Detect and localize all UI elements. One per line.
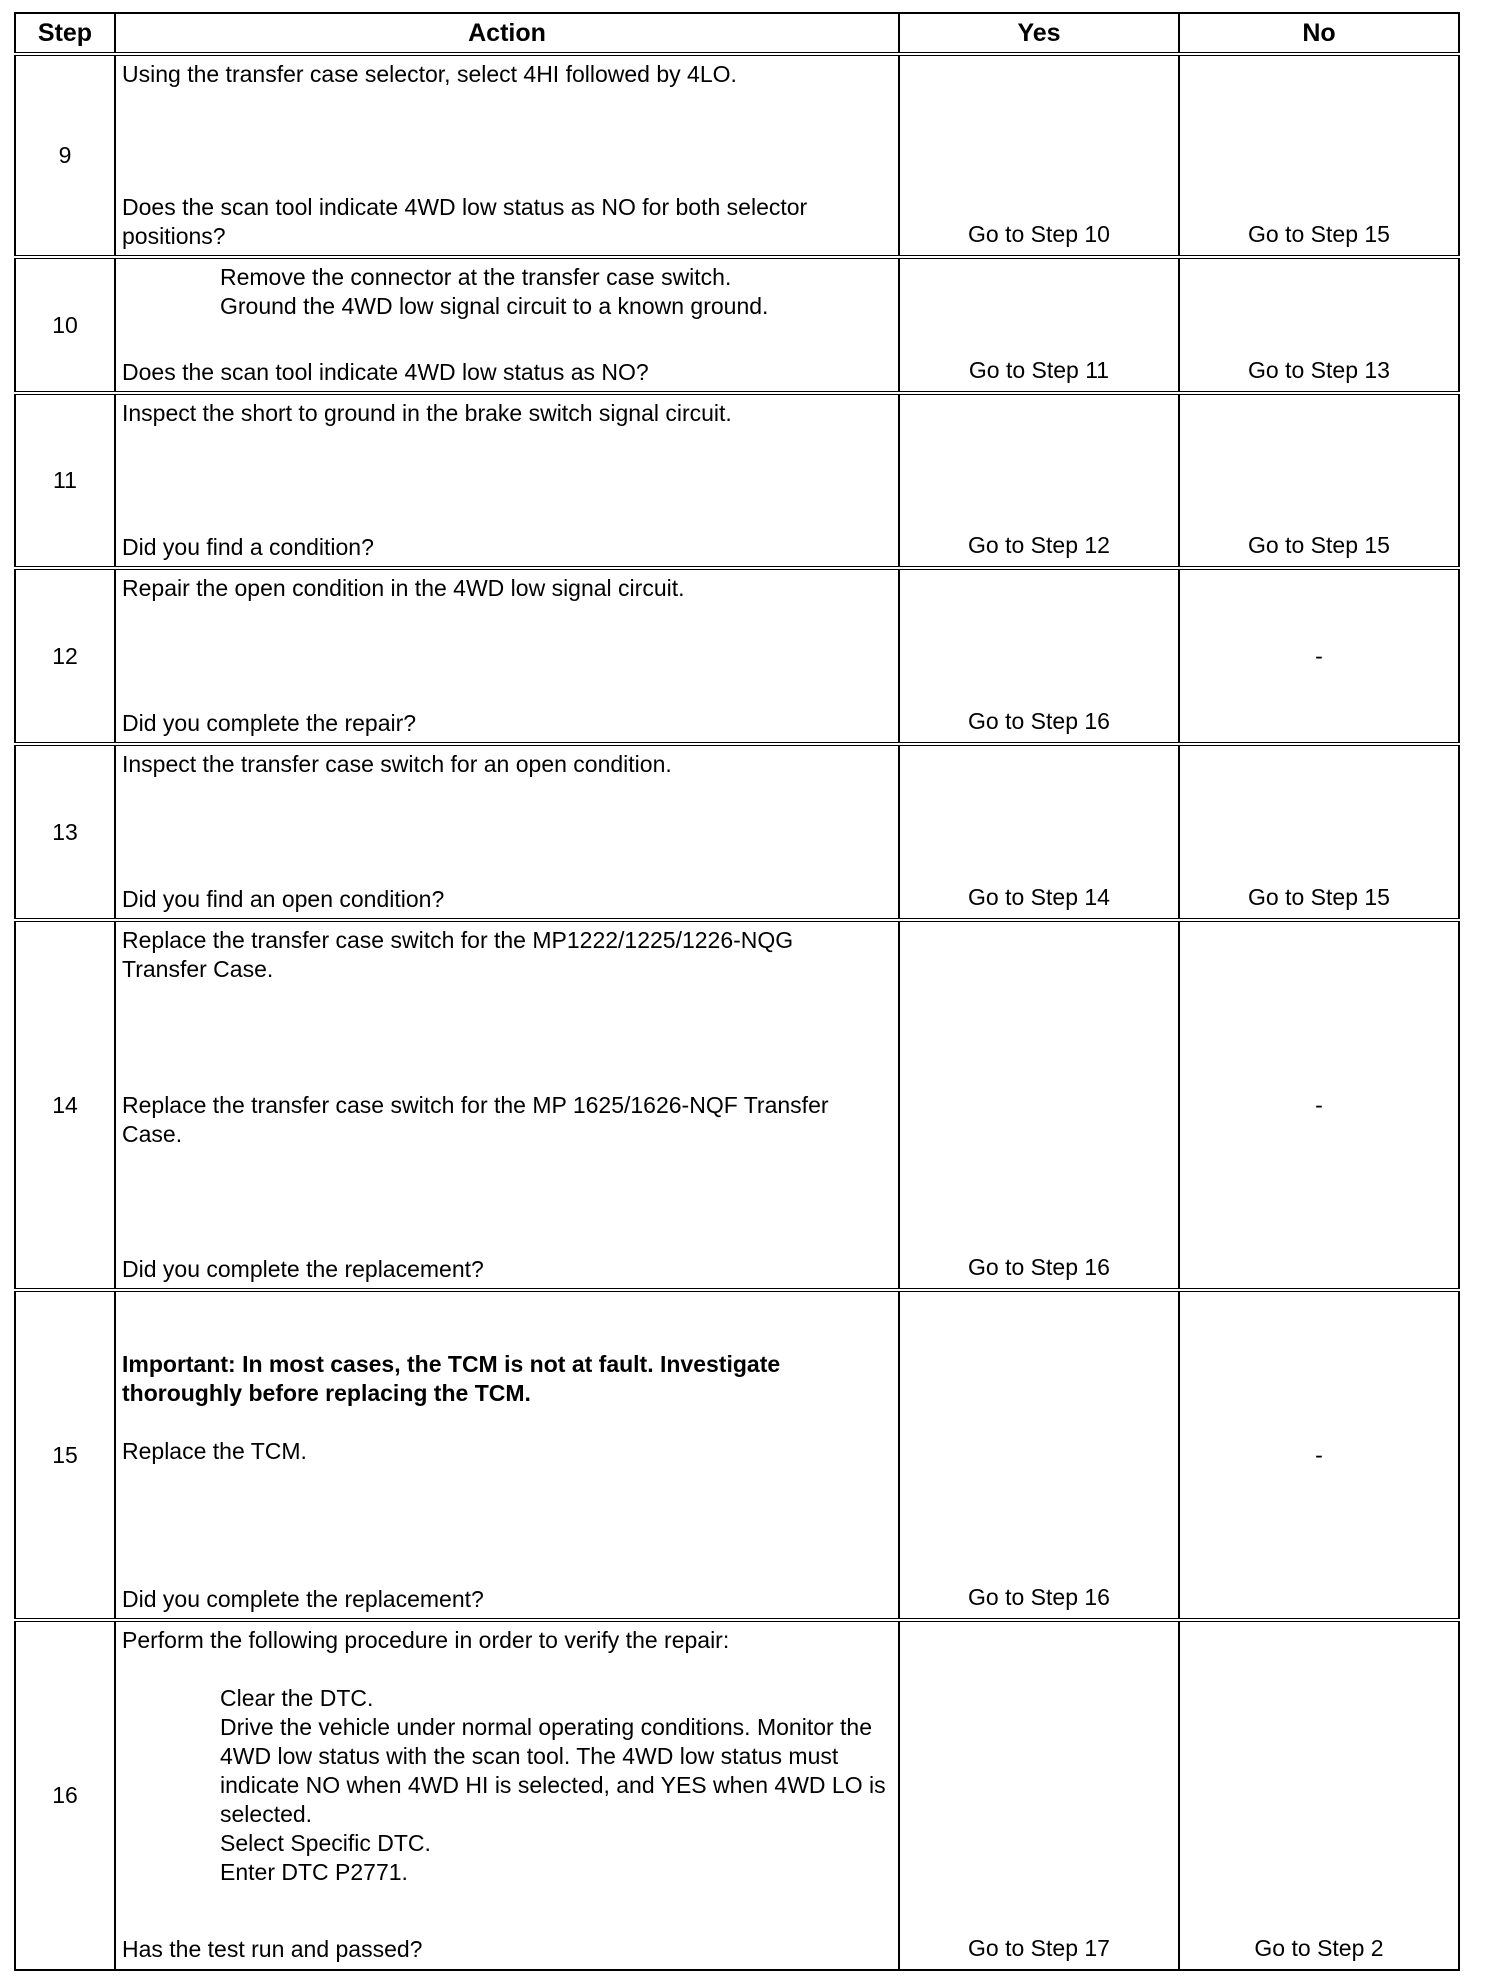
- question-text: Does the scan tool indicate 4WD low status as NO?: [122, 359, 649, 385]
- no-cell: Go to Step 15: [1179, 393, 1459, 568]
- table-header-row: [15, 13, 1459, 54]
- action-cell: [115, 54, 899, 257]
- action-cell: [115, 920, 899, 1290]
- question-text: Did you complete the replacement?: [122, 1586, 484, 1612]
- action-cell: [115, 568, 899, 744]
- yes-cell: Go to Step 11: [899, 257, 1179, 393]
- step-number: 13: [15, 744, 115, 920]
- no-cell: -: [1179, 1290, 1459, 1620]
- table-row: [15, 920, 1459, 1290]
- step-number: 10: [15, 257, 115, 393]
- table-row: [15, 1620, 1459, 1970]
- yes-cell: Go to Step 16: [899, 920, 1179, 1290]
- table-row: [15, 1290, 1459, 1620]
- action-line: Inspect the short to ground in the brake switch signal circuit.: [122, 400, 732, 426]
- procedure-step: Clear the DTC.: [220, 1685, 374, 1711]
- procedure-intro: Perform the following procedure in order to verify the repair:: [122, 1627, 730, 1653]
- procedure-step: Drive the vehicle under normal operating conditions. Monitor the 4WD low status with the scan tool. The 4WD low status must indicate NO when 4WD HI is selected, and YES when 4WD LO is selected.: [220, 1714, 886, 1827]
- action-line: Using the transfer case selector, select 4HI followed by 4LO.: [122, 61, 737, 87]
- action-line: Replace the transfer case switch for the MP 1625/1626-NQF Transfer Case.: [122, 1091, 829, 1147]
- table-row: [15, 393, 1459, 568]
- action-line: Replace the transfer case switch for the MP1222/1225/1226-NQG Transfer Case.: [122, 927, 794, 982]
- yes-cell: Go to Step 12: [899, 393, 1179, 568]
- header-no: No: [1179, 13, 1459, 54]
- action-cell: [115, 257, 899, 393]
- no-cell: Go to Step 15: [1179, 744, 1459, 920]
- yes-cell: Go to Step 16: [899, 1290, 1179, 1620]
- question-text: Does the scan tool indicate 4WD low status as NO for both selector positions?: [122, 194, 808, 249]
- important-note: Important: In most cases, the TCM is not at fault. Investigate thoroughly before replacing the TCM.: [122, 1351, 781, 1406]
- yes-cell: Go to Step 17: [899, 1620, 1179, 1970]
- yes-cell: Go to Step 14: [899, 744, 1179, 920]
- action-cell: [115, 744, 899, 920]
- procedure-step: Select Specific DTC.: [220, 1830, 431, 1856]
- diagnostic-table: [14, 12, 1460, 1971]
- diagnostic-table-sheet: [14, 12, 1458, 1971]
- no-cell: Go to Step 13: [1179, 257, 1459, 393]
- action-line: Repair the open condition in the 4WD low signal circuit.: [122, 575, 685, 601]
- action-line: Remove the connector at the transfer case switch.: [220, 264, 732, 290]
- action-cell: [115, 393, 899, 568]
- action-line: Ground the 4WD low signal circuit to a known ground.: [220, 293, 769, 319]
- header-action: Action: [115, 13, 899, 54]
- question-text: Has the test run and passed?: [122, 1936, 423, 1962]
- action-cell: [115, 1290, 899, 1620]
- question-text: Did you find a condition?: [122, 534, 374, 560]
- table-row: [15, 257, 1459, 393]
- question-text: Did you complete the repair?: [122, 710, 417, 736]
- question-text: Did you find an open condition?: [122, 886, 445, 912]
- action-cell: [115, 1620, 899, 1970]
- header-step: Step: [15, 13, 115, 54]
- no-cell: -: [1179, 920, 1459, 1290]
- procedure-step: Enter DTC P2771.: [220, 1859, 408, 1885]
- table-row: [15, 568, 1459, 744]
- step-number: 15: [15, 1290, 115, 1620]
- no-cell: Go to Step 15: [1179, 54, 1459, 257]
- step-number: 12: [15, 568, 115, 744]
- table-row: [15, 744, 1459, 920]
- step-number: 16: [15, 1620, 115, 1970]
- header-yes: Yes: [899, 13, 1179, 54]
- yes-cell: Go to Step 16: [899, 568, 1179, 744]
- step-number: 14: [15, 920, 115, 1290]
- step-number: 11: [15, 393, 115, 568]
- step-number: 9: [15, 54, 115, 257]
- action-line: Replace the TCM.: [122, 1438, 307, 1464]
- question-text: Did you complete the replacement?: [122, 1256, 484, 1282]
- yes-cell: Go to Step 10: [899, 54, 1179, 257]
- table-row: [15, 54, 1459, 257]
- no-cell: Go to Step 2: [1179, 1620, 1459, 1970]
- action-line: Inspect the transfer case switch for an open condition.: [122, 751, 672, 777]
- no-cell: -: [1179, 568, 1459, 744]
